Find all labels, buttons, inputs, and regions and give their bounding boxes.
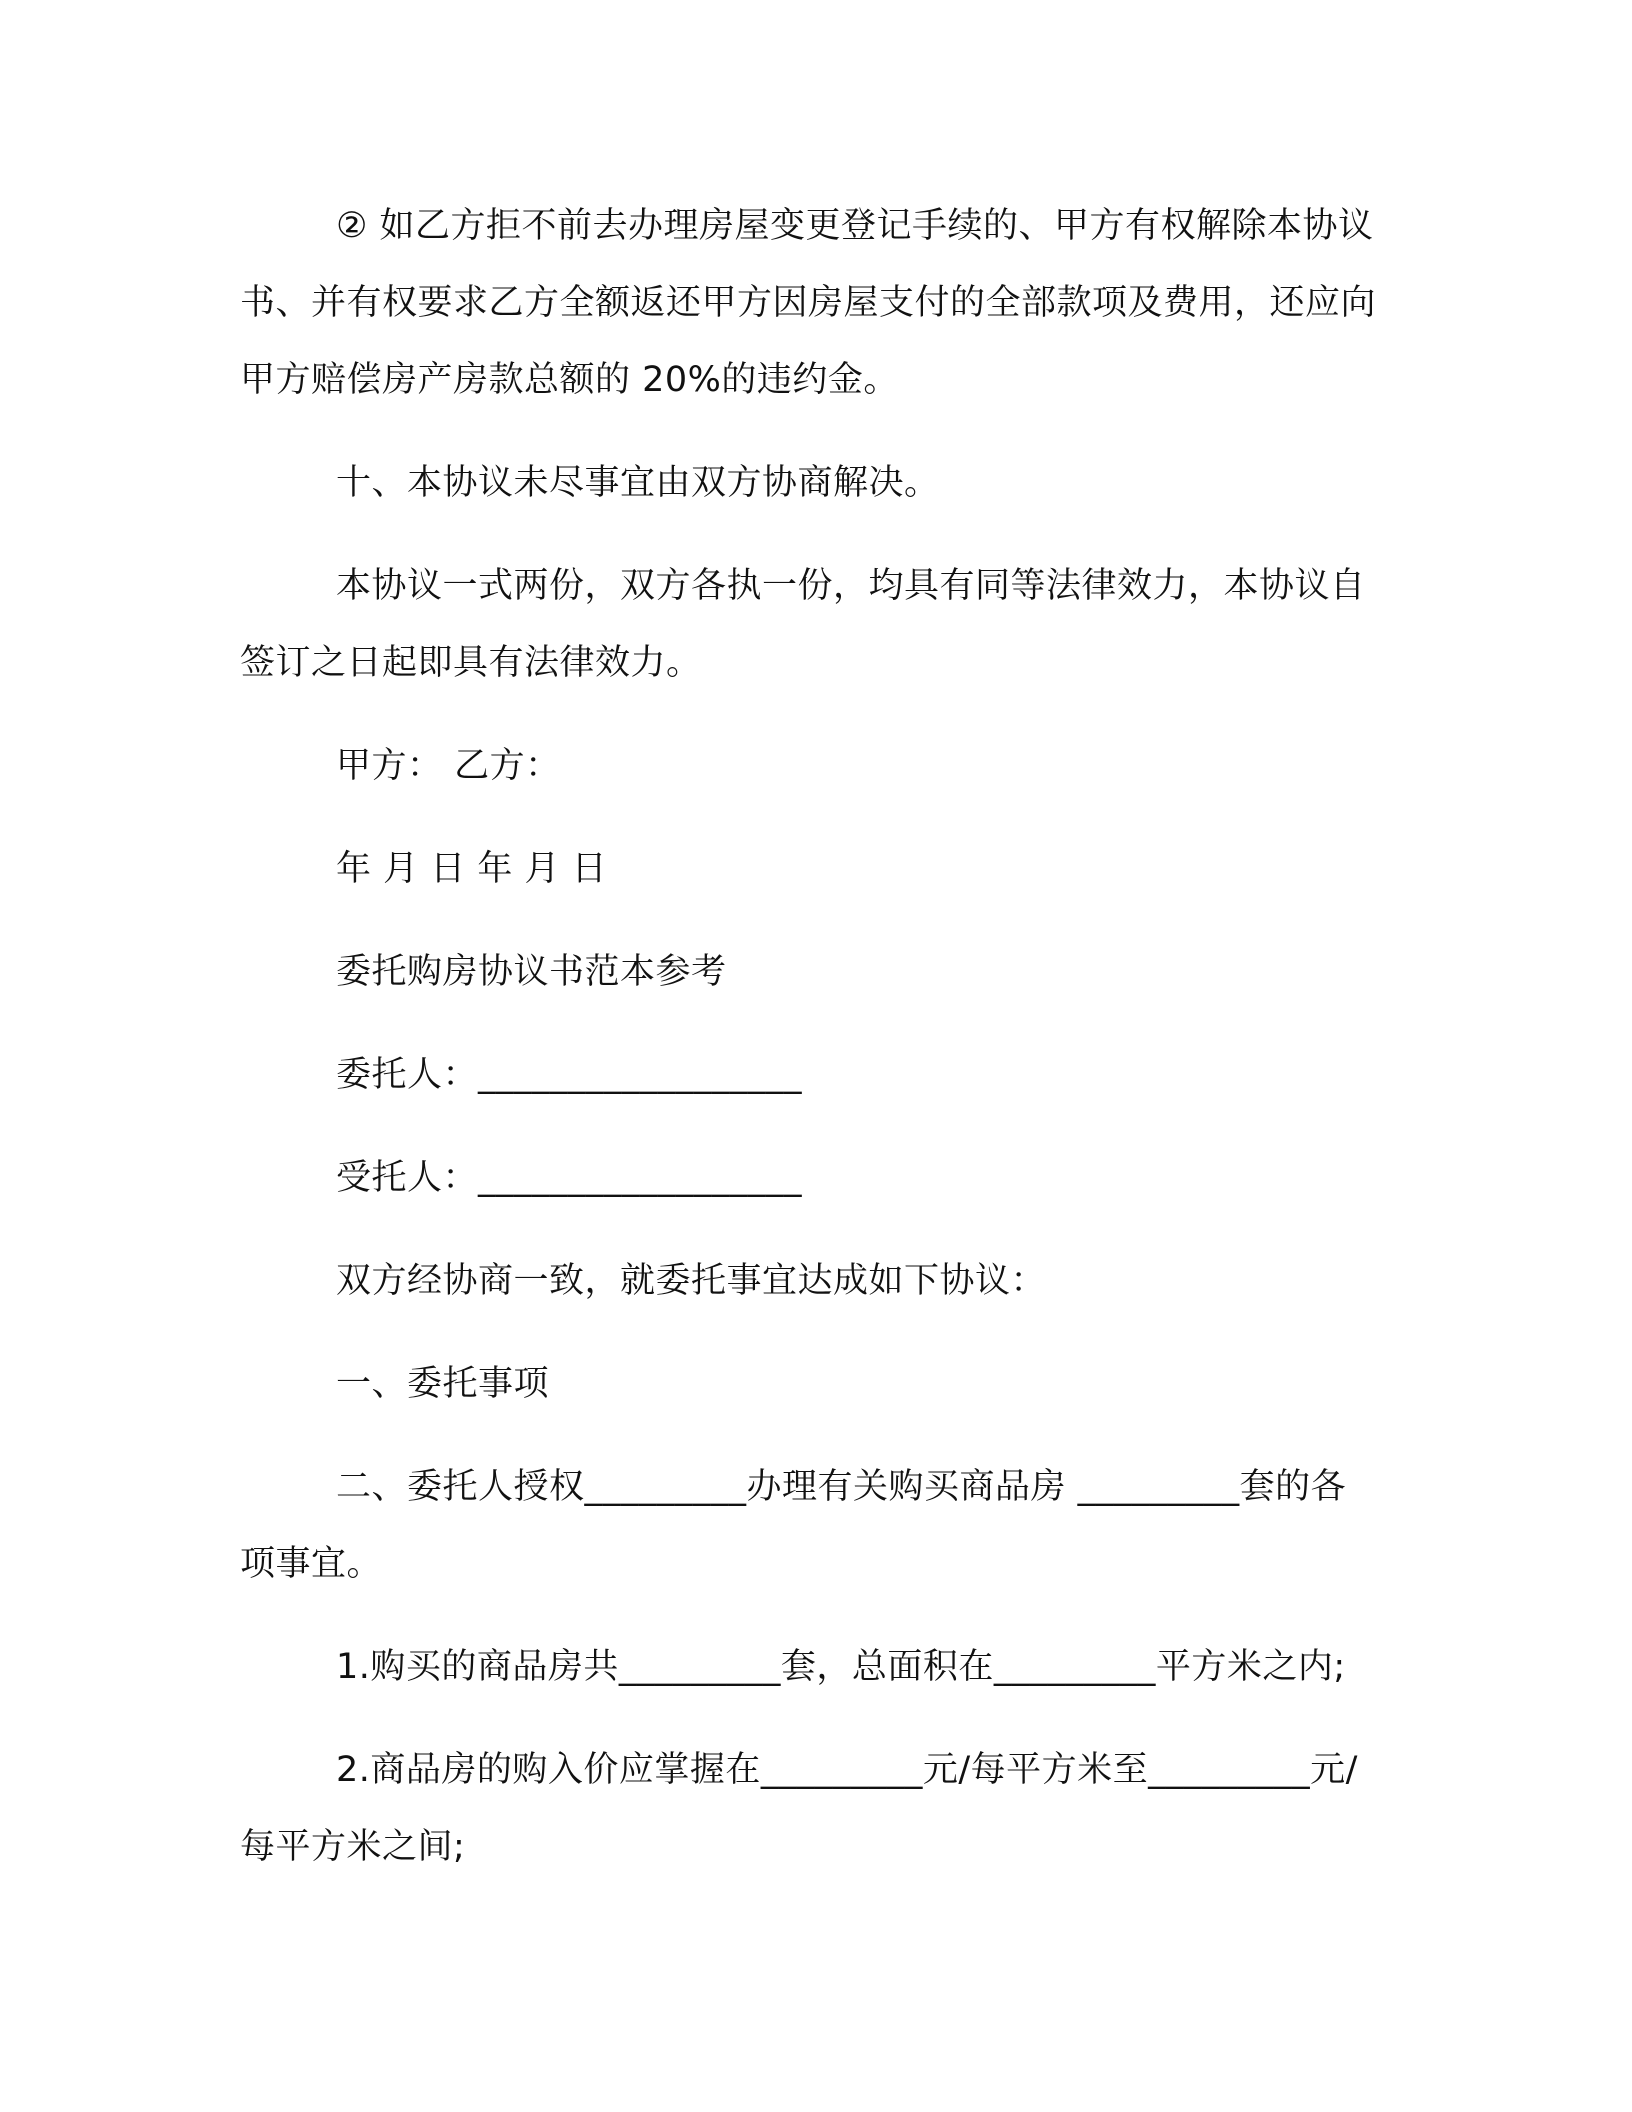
- paragraph-section-two: 二、委托人授权_________办理有关购买商品房 _________套的各项事宜。: [240, 1467, 1347, 1584]
- paragraph-section-one: 一、委托事项: [336, 1364, 550, 1404]
- document-body: [240, 188, 1380, 1912]
- paragraph-breach-clause: ② 如乙方拒不前去办理房屋变更登记手续的、甲方有权解除本协议书、并有权要求乙方全额返还甲方因房屋支付的全部款项及费用，还应向甲方赔偿房产房款总额的 20%的违约金。: [240, 206, 1377, 400]
- paragraph-copies-validity: 本协议一式两份，双方各执一份，均具有同等法律效力，本协议自签订之日起即具有法律效力。: [240, 566, 1366, 683]
- paragraph-agreement-intro: 双方经协商一致，就委托事宜达成如下协议：: [336, 1261, 1047, 1301]
- paragraph-party-signatures: 甲方： 乙方：: [336, 746, 561, 786]
- paragraph-signature-dates: 年 月 日 年 月 日: [336, 849, 608, 889]
- paragraph-clause-ten: 十、本协议未尽事宜由双方协商解决。: [336, 463, 940, 503]
- paragraph-principal: 委托人：__________________: [336, 1055, 803, 1095]
- paragraph-sample-title: 委托购房协议书范本参考: [336, 952, 727, 992]
- paragraph-agent: 受托人：__________________: [336, 1158, 803, 1198]
- paragraph-item-one: 1.购买的商品房共_________套，总面积在_________平方米之内;: [336, 1647, 1346, 1687]
- paragraph-item-two: 2.商品房的购入价应掌握在_________元/每平方米至_________元/每平方米之间;: [240, 1750, 1358, 1867]
